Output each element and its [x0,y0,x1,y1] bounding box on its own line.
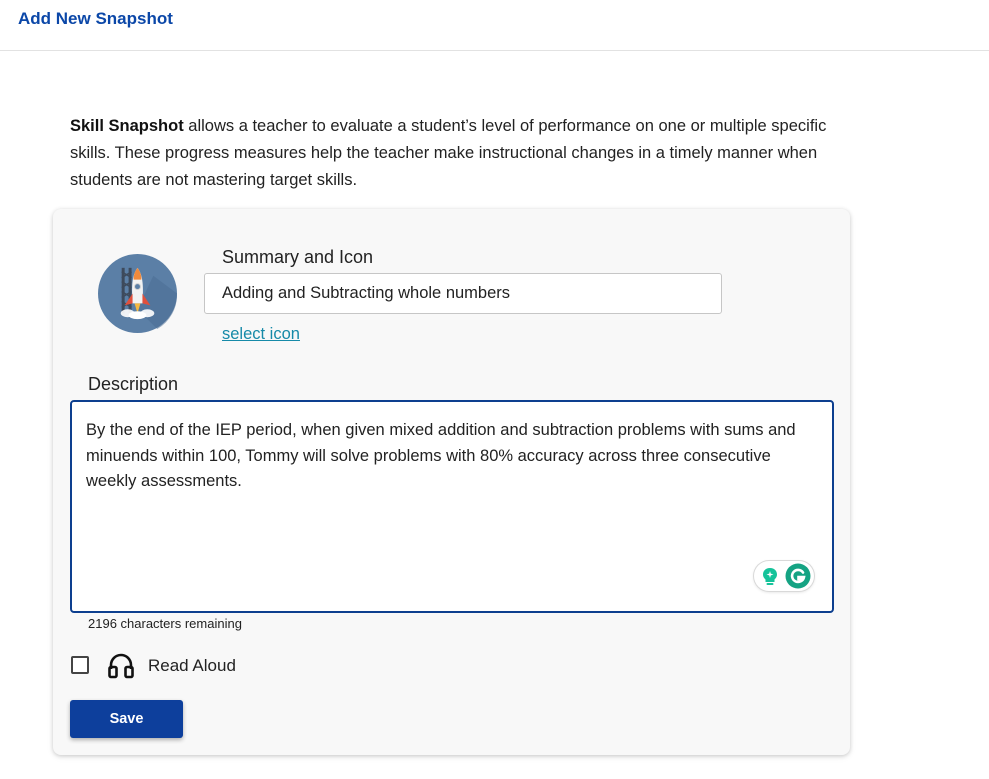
rocket-icon [98,254,177,333]
description-textarea[interactable] [70,400,834,613]
grammarly-suggestion-icon[interactable] [759,566,781,588]
characters-remaining: 2196 characters remaining [88,616,242,631]
grammarly-widget[interactable] [754,561,814,591]
grammarly-logo-icon[interactable] [785,563,811,589]
description-label: Description [88,374,179,394]
read-aloud-label[interactable]: Read Aloud [148,656,236,675]
snapshot-form-card [53,209,850,755]
select-icon-link[interactable]: select icon [222,325,300,343]
intro-text: allows a teacher to evaluate a student’s level of performance on one or multiple specific skills. These progress measures help the teacher make instructional changes in a timely manner when students are not mastering target skills. [70,117,827,189]
read-aloud-checkbox[interactable] [71,656,89,674]
description-text[interactable]: By the end of the IEP period, when given mixed addition and subtraction problems with sums and minuends within 100, Tommy will solve problems with 80% accuracy across three consecutive weekly assessments. [86,421,796,490]
save-button[interactable]: Save [70,700,183,738]
intro-paragraph [70,113,830,194]
page-title: Add New Snapshot [18,9,173,28]
intro-bold: Skill Snapshot [70,117,184,135]
summary-input[interactable] [204,273,722,314]
page-header [0,0,989,51]
summary-label: Summary and Icon [222,247,374,267]
headphones-icon [107,651,135,679]
